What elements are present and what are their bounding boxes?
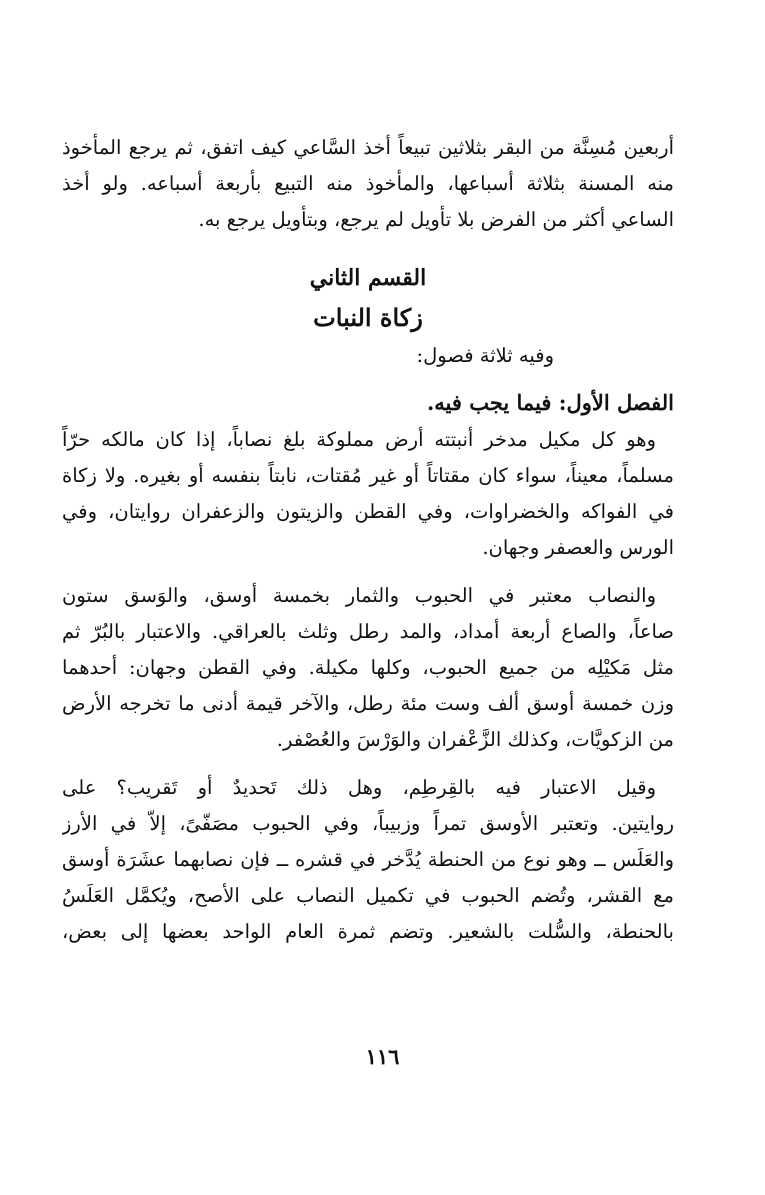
- section-intro: وفيه ثلاثة فصول:: [416, 344, 554, 367]
- text-line: أربعين مُسِنَّة من البقر بثلاثين تبيعاً أخذ السَّاعي كيف اتفق، ثم يرجع المأخوذ: [62, 136, 674, 159]
- text-line: في الفواكه والخضراوات، وفي القطن والزيتون والزعفران روايتان، وفي: [62, 500, 674, 523]
- text-line: مثل مَكيْلِه من جميع الحبوب، وكلها مكيلة. وفي القطن وجهان: أحدهما: [62, 656, 674, 679]
- section-title: القسم الثاني: [309, 265, 427, 291]
- text-line: صاعاً، والصاع أربعة أمداد، والمد رطل وثلث بالعراقي. والاعتبار بالبُرّ ثم: [62, 620, 674, 643]
- page-number: ١١٦: [365, 1044, 400, 1069]
- section-subtitle: زكاة النبات: [313, 303, 423, 332]
- text-line: من الزكويَّات، وكذلك الزَّعْفران والوَرْسَ والعُصْفر.: [276, 728, 674, 751]
- text-line: والعَلَس ــ وهو نوع من الحنطة يُدَّخر في قشره ــ فإن نصابهما عشَرَة أوسق: [62, 848, 674, 871]
- text-line: وهو كل مكيل مدخر أنبتته أرض مملوكة بلغ نصاباً، إذا كان مالكه حرّاً: [62, 428, 656, 451]
- text-line: روايتين. وتعتبر الأوسق تمراً وزبيباً، وفي الحبوب مصَفّىً، إلاّ في الأرز: [62, 812, 674, 835]
- text-line: منه المسنة بثلاثة أسباعها، والمأخوذ منه التبيع بأربعة أسباعه. ولو أخذ: [62, 172, 674, 195]
- text-line: وقيل الاعتبار فيه بالقِرطِم، وهل ذلك تَحديدٌ أو تَقريب؟ على: [62, 776, 656, 799]
- page-body: [62, 130, 674, 950]
- text-line: وزن خمسة أوسق ألف وست مئة رطل، والآخر قيمة أدنى ما تخرجه الأرض: [62, 692, 674, 715]
- chapter-title: الفصل الأول: فيما يجب فيه.: [426, 390, 674, 415]
- text-line: الساعي أكثر من الفرض بلا تأويل لم يرجع، وبتأويل يرجع به.: [198, 208, 674, 231]
- continuation-paragraph: [62, 130, 674, 238]
- paragraph-1: [62, 422, 674, 566]
- text-line: مع القشر، وتُضم الحبوب في تكميل النصاب على الأصح، ويُكمَّل العَلَسُ: [62, 884, 674, 907]
- text-line: والنصاب معتبر في الحبوب والثمار بخمسة أوسق، والوَسق ستون: [62, 584, 656, 607]
- paragraph-2: [62, 578, 674, 758]
- paragraph-3: [62, 770, 674, 950]
- text-line: الورس والعصفر وجهان.: [482, 536, 674, 559]
- text-line: مسلماً، معيناً، سواء كان مقتاتاً أو غير مُقتات، نابتاً بنفسه أو بغيره. ولا زكاة: [62, 464, 674, 487]
- text-line: بالحنطة، والسُّلت بالشعير. وتضم ثمرة العام الواحد بعضها إلى بعض،: [62, 920, 674, 943]
